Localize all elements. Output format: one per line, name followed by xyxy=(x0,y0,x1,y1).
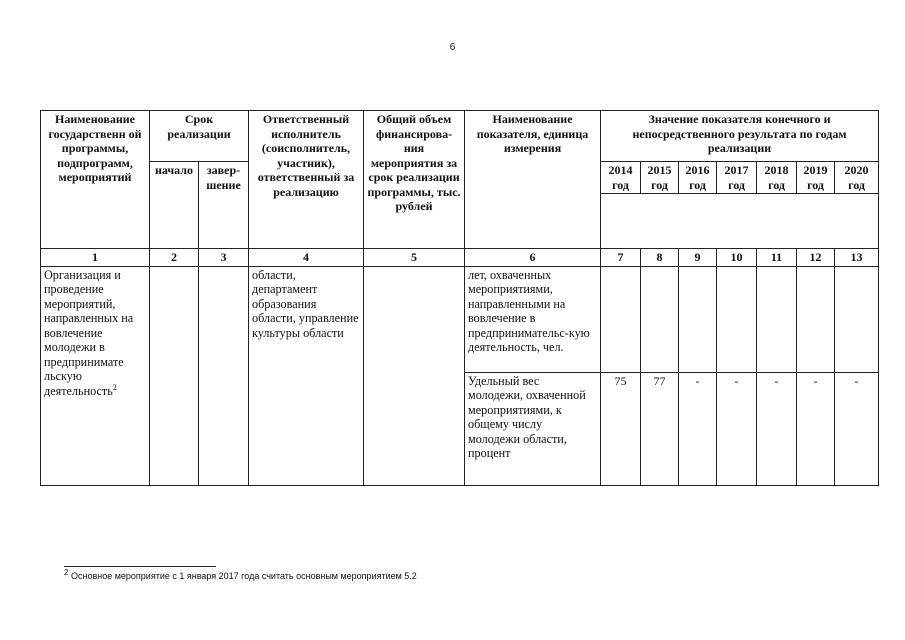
header-year xyxy=(757,162,797,194)
footnote-text: Основное мероприятие с 1 января 2017 года считать основным мероприятием 5.2 xyxy=(70,571,417,581)
value-cell: - xyxy=(757,372,797,485)
table-row xyxy=(41,266,879,372)
header-year xyxy=(601,162,641,194)
year-unit: год xyxy=(848,177,865,192)
indicator-cell: Удельный вес молодежи, охваченной мероприятиями, к общему числу молодежи области, процент xyxy=(465,372,601,485)
year-unit: год xyxy=(651,177,668,192)
year-unit: год xyxy=(807,177,824,192)
header-end: завер-шение xyxy=(199,162,249,249)
column-number: 2 xyxy=(150,249,199,267)
year-unit: год xyxy=(612,177,629,192)
activity-cell xyxy=(41,266,150,485)
column-number: 10 xyxy=(717,249,757,267)
year-unit: год xyxy=(728,177,745,192)
value-cell: - xyxy=(835,372,879,485)
value-cell: - xyxy=(797,372,835,485)
header-year-spacer xyxy=(601,194,879,249)
header-program-name: Наименование государственн ой программы, подпрограмм, мероприятий xyxy=(41,111,150,249)
header-year xyxy=(641,162,679,194)
header-responsible: Ответственный исполнитель (соисполнитель, участник), ответственный за реализацию xyxy=(249,111,364,249)
start-cell xyxy=(150,266,199,485)
column-number: 9 xyxy=(679,249,717,267)
header-term: Срок реализации xyxy=(150,111,249,162)
value-cell xyxy=(717,266,757,372)
footnote-divider xyxy=(64,566,216,567)
header-indicator: Наименование показателя, единица измерения xyxy=(465,111,601,249)
value-cell: - xyxy=(717,372,757,485)
page-number: 6 xyxy=(449,42,456,53)
footnote xyxy=(64,568,417,581)
year-number: 2018 xyxy=(764,163,789,177)
year-number: 2017 xyxy=(724,163,749,177)
column-number: 1 xyxy=(41,249,150,267)
header-year xyxy=(835,162,879,194)
header-year xyxy=(679,162,717,194)
header-financing: Общий объем финансирова-ния мероприятия за срок реализации программы, тыс. рублей xyxy=(364,111,465,249)
column-number: 8 xyxy=(641,249,679,267)
column-number: 11 xyxy=(757,249,797,267)
value-cell xyxy=(601,266,641,372)
year-unit: год xyxy=(689,177,706,192)
year-number: 2020 xyxy=(844,163,869,177)
column-number: 12 xyxy=(797,249,835,267)
column-number: 13 xyxy=(835,249,879,267)
footnote-mark: 2 xyxy=(64,568,69,577)
value-cell xyxy=(797,266,835,372)
column-number: 7 xyxy=(601,249,641,267)
year-unit: год xyxy=(768,177,785,192)
end-cell xyxy=(199,266,249,485)
year-number: 2015 xyxy=(647,163,672,177)
header-row-1 xyxy=(41,111,879,162)
year-number: 2019 xyxy=(803,163,828,177)
column-numbers-row xyxy=(41,249,879,267)
value-cell: - xyxy=(679,372,717,485)
value-cell: 77 xyxy=(641,372,679,485)
header-year xyxy=(717,162,757,194)
indicator-cell: лет, охваченных мероприятиями, направленными на вовлечение в предпринимательс-кую деятельность, чел. xyxy=(465,266,601,372)
program-table xyxy=(40,110,879,486)
year-number: 2016 xyxy=(685,163,710,177)
value-cell xyxy=(679,266,717,372)
value-cell xyxy=(835,266,879,372)
activity-text: Организация и проведение мероприятий, направленных на вовлечение молодежи в предпринимате льскую деятельность xyxy=(44,267,134,398)
column-number: 5 xyxy=(364,249,465,267)
header-start: начало xyxy=(150,162,199,249)
column-number: 4 xyxy=(249,249,364,267)
responsible-cell: области, департамент образования области, управление культуры области xyxy=(249,266,364,485)
header-values: Значение показателя конечного и непосредственного результата по годам реализации xyxy=(601,111,879,162)
value-cell xyxy=(641,266,679,372)
header-year xyxy=(797,162,835,194)
value-cell: 75 xyxy=(601,372,641,485)
financing-cell xyxy=(364,266,465,485)
column-number: 3 xyxy=(199,249,249,267)
value-cell xyxy=(757,266,797,372)
year-number: 2014 xyxy=(608,163,633,177)
column-number: 6 xyxy=(465,249,601,267)
footnote-ref: 2 xyxy=(112,382,117,392)
